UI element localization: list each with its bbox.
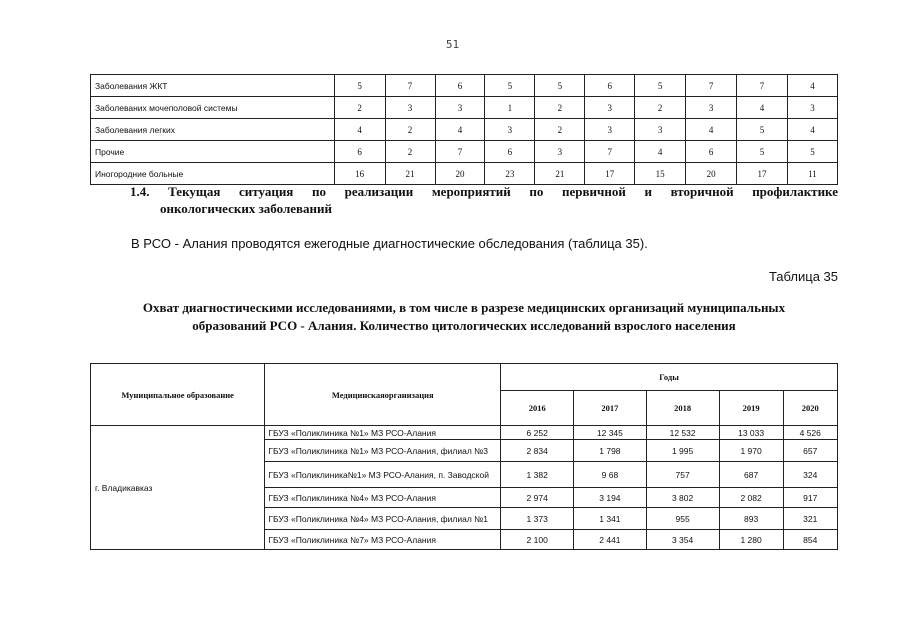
cell-value: 1 280: [719, 530, 783, 550]
cell-value: 11: [787, 163, 837, 185]
cell-value: 2 082: [719, 488, 783, 508]
organization-cell: ГБУЗ «Поликлиника№1» МЗ РСО-Алания, п. Заводской: [265, 462, 501, 488]
header-year: 2020: [783, 391, 838, 426]
organization-cell: ГБУЗ «Поликлиника №4» МЗ РСО-Алания: [265, 488, 501, 508]
cell-value: 2: [535, 97, 585, 119]
cell-value: 7: [737, 75, 788, 97]
cell-value: 2 974: [501, 488, 574, 508]
header-years: Годы: [501, 364, 838, 391]
cell-value: 1 970: [719, 440, 783, 462]
morbidity-table: [90, 74, 838, 185]
header-organization: Медицинскаяорганизация: [265, 364, 501, 426]
organization-cell: ГБУЗ «Поликлиника №1» МЗ РСО-Алания: [265, 426, 501, 440]
table-row: [91, 141, 838, 163]
cell-value: 2: [635, 97, 686, 119]
cell-value: 17: [737, 163, 788, 185]
cell-value: 6: [435, 75, 485, 97]
cell-value: 3 802: [646, 488, 719, 508]
cell-value: 4: [686, 119, 737, 141]
cell-value: 2 100: [501, 530, 574, 550]
table-row: [91, 163, 838, 185]
cell-value: 5: [635, 75, 686, 97]
cell-value: 2: [334, 97, 385, 119]
cell-value: 2: [385, 119, 435, 141]
cell-value: 7: [686, 75, 737, 97]
cell-value: 3 354: [646, 530, 719, 550]
cell-value: 1 382: [501, 462, 574, 488]
cell-value: 5: [737, 141, 788, 163]
row-label: Заболеваниx мочеполовой системы: [91, 97, 335, 119]
cell-value: 21: [385, 163, 435, 185]
section-paragraph: В РСО - Алания проводятся ежегодные диагностические обследования (таблица 35).: [131, 236, 648, 251]
cell-value: 3: [435, 97, 485, 119]
cell-value: 3 194: [574, 488, 646, 508]
cell-value: 15: [635, 163, 686, 185]
cell-value: 6 252: [501, 426, 574, 440]
cell-value: 2: [535, 119, 585, 141]
cell-value: 2: [385, 141, 435, 163]
cell-value: 21: [535, 163, 585, 185]
cell-value: 1 373: [501, 508, 574, 530]
cell-value: 3: [385, 97, 435, 119]
cell-value: 4: [334, 119, 385, 141]
cell-value: 7: [585, 141, 635, 163]
section-title: 1.4. Текущая ситуация по реализации мероприятий по первичной и вторичной профилактике: [130, 184, 838, 199]
cell-value: 5: [485, 75, 535, 97]
cell-value: 12 532: [646, 426, 719, 440]
cell-value: 4: [787, 119, 837, 141]
cell-value: 3: [635, 119, 686, 141]
cell-value: 7: [385, 75, 435, 97]
table-row: [91, 75, 838, 97]
cell-value: 3: [585, 119, 635, 141]
cell-value: 955: [646, 508, 719, 530]
cell-value: 4 526: [783, 426, 838, 440]
cell-value: 9 68: [574, 462, 646, 488]
cell-value: 12 345: [574, 426, 646, 440]
row-label: Заболевания ЖКТ: [91, 75, 335, 97]
organization-cell: ГБУЗ «Поликлиника №7» МЗ РСО-Алания: [265, 530, 501, 550]
table-row: [91, 97, 838, 119]
header-year: 2019: [719, 391, 783, 426]
cell-value: 17: [585, 163, 635, 185]
cell-value: 6: [334, 141, 385, 163]
header-year: 2017: [574, 391, 646, 426]
cell-value: 917: [783, 488, 838, 508]
organization-cell: ГБУЗ «Поликлиника №1» МЗ РСО-Алания, филиал №3: [265, 440, 501, 462]
cell-value: 1 798: [574, 440, 646, 462]
cell-value: 657: [783, 440, 838, 462]
cell-value: 7: [435, 141, 485, 163]
section-title-cont: онкологических заболеваний: [160, 201, 333, 216]
cell-value: 2 441: [574, 530, 646, 550]
cell-value: 6: [585, 75, 635, 97]
table-label: Таблица 35: [768, 269, 838, 284]
municipality-cell: г. Владикавказ: [91, 426, 265, 550]
table-row: [91, 119, 838, 141]
table-row: [91, 426, 838, 440]
cell-value: 4: [787, 75, 837, 97]
cell-value: 1: [485, 97, 535, 119]
cell-value: 893: [719, 508, 783, 530]
cell-value: 20: [686, 163, 737, 185]
cell-value: 757: [646, 462, 719, 488]
page-number: 51: [445, 38, 460, 51]
cell-value: 3: [535, 141, 585, 163]
organization-cell: ГБУЗ «Поликлиника №4» МЗ РСО-Алания, филиал №1: [265, 508, 501, 530]
diagnostics-table: [90, 363, 838, 550]
cell-value: 5: [737, 119, 788, 141]
cell-value: 3: [686, 97, 737, 119]
cell-value: 321: [783, 508, 838, 530]
cell-value: 5: [787, 141, 837, 163]
header-municipality: Муниципальное образование: [91, 364, 265, 426]
table-title: [90, 299, 838, 335]
cell-value: 20: [435, 163, 485, 185]
cell-value: 687: [719, 462, 783, 488]
cell-value: 6: [686, 141, 737, 163]
cell-value: 4: [737, 97, 788, 119]
cell-value: 1 995: [646, 440, 719, 462]
cell-value: 16: [334, 163, 385, 185]
row-label: Иногородние больные: [91, 163, 335, 185]
cell-value: 3: [787, 97, 837, 119]
cell-value: 13 033: [719, 426, 783, 440]
cell-value: 2 834: [501, 440, 574, 462]
cell-value: 5: [535, 75, 585, 97]
header-year: 2016: [501, 391, 574, 426]
cell-value: 6: [485, 141, 535, 163]
row-label: Заболевания легких: [91, 119, 335, 141]
table-title-line1: Охват диагностическими исследованиями, в том числе в разрезе медицинских организаций муниципальных: [142, 300, 786, 315]
cell-value: 5: [334, 75, 385, 97]
cell-value: 1 341: [574, 508, 646, 530]
row-label: Прочие: [91, 141, 335, 163]
table-title-line2: образований РСО - Алания. Количество цитологических исследований взрослого населения: [192, 318, 736, 333]
header-year: 2018: [646, 391, 719, 426]
cell-value: 854: [783, 530, 838, 550]
cell-value: 3: [485, 119, 535, 141]
cell-value: 4: [435, 119, 485, 141]
cell-value: 4: [635, 141, 686, 163]
cell-value: 3: [585, 97, 635, 119]
cell-value: 324: [783, 462, 838, 488]
cell-value: 23: [485, 163, 535, 185]
